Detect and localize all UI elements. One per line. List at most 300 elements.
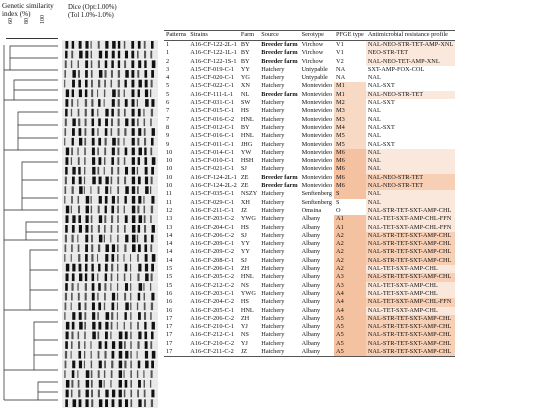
pattern-cell: 17 — [166, 323, 173, 331]
farm-cell: YW — [240, 148, 252, 156]
source-cell: Hatchery — [261, 65, 285, 73]
gel-band — [138, 128, 141, 136]
source-cell: Breeder farm — [261, 49, 298, 57]
serotype-cell: Virchow — [301, 57, 324, 65]
gel-band — [151, 399, 153, 407]
gel-band — [132, 118, 135, 126]
gel-band — [64, 128, 66, 136]
farm-cell: ZH — [240, 314, 250, 322]
pfge-cell: A3 — [334, 273, 366, 281]
serotype-cell: Montevideo — [301, 165, 333, 173]
gel-band — [98, 225, 100, 233]
farm-cell: YY — [240, 240, 250, 248]
gel-band — [99, 70, 103, 78]
table-row — [164, 174, 455, 182]
farm-cell: SW — [240, 99, 251, 107]
gel-band — [117, 167, 119, 175]
gel-band — [99, 196, 102, 204]
table-row — [164, 224, 455, 232]
gel-band — [111, 215, 113, 223]
gel-lane — [62, 70, 158, 79]
amr-cell: NAL-STR-TET-SXT-AMP-CHL — [366, 348, 455, 357]
gel-band — [65, 235, 67, 243]
table-row — [164, 58, 455, 66]
strain-cell: A15-CF-019-C-1 — [190, 65, 235, 73]
source-cell: Hatchery — [261, 223, 285, 231]
gel-band — [97, 128, 98, 136]
serotype-cell: Montevideo — [301, 157, 333, 165]
gel-band — [137, 186, 139, 194]
gel-band — [125, 399, 128, 407]
gel-band — [137, 254, 139, 262]
pattern-cell: 10 — [166, 148, 173, 156]
gel-band — [150, 380, 151, 388]
gel-lane — [62, 331, 158, 340]
gel-band — [144, 138, 146, 146]
gel-band — [97, 148, 99, 156]
gel-band — [124, 89, 125, 97]
gel-band — [124, 293, 126, 301]
gel-band — [79, 399, 82, 407]
gel-band — [86, 370, 90, 378]
pattern-cell: 14 — [166, 240, 173, 248]
gel-band — [98, 283, 101, 291]
gel-band — [124, 244, 126, 252]
gel-lane — [62, 254, 158, 263]
gel-band — [144, 244, 147, 252]
gel-band — [144, 302, 146, 310]
amr-cell: NEO-STR-TET — [366, 49, 455, 57]
gel-band — [124, 273, 126, 281]
gel-band — [79, 89, 82, 97]
gel-band — [105, 244, 108, 252]
gel-band — [151, 370, 153, 378]
gel-band — [71, 332, 73, 340]
farm-cell: JHG — [240, 140, 253, 148]
gel-band — [117, 254, 118, 262]
strain-cell: A16-CF-211-C-1 — [190, 206, 234, 214]
gel-band — [65, 167, 67, 175]
gel-band — [98, 370, 100, 378]
source-cell: Hatchery — [261, 339, 285, 347]
gel-band — [78, 380, 80, 388]
gel-band — [85, 273, 87, 281]
gel-band — [150, 89, 151, 97]
gel-lane — [62, 79, 158, 88]
gel-band — [85, 51, 88, 59]
gel-band — [124, 390, 126, 398]
pfge-cell: A4 — [334, 298, 366, 306]
pfge-cell: M6 — [334, 182, 366, 190]
gel-band — [119, 361, 122, 369]
gel-band — [138, 380, 141, 388]
gel-band — [132, 225, 136, 233]
gel-band — [145, 177, 148, 185]
gel-band — [143, 196, 144, 204]
gel-band — [144, 235, 146, 243]
amr-cell: NAL — [367, 115, 381, 123]
gel-band — [106, 312, 110, 320]
gel-band — [105, 322, 108, 330]
gel-band — [104, 235, 105, 243]
gel-band — [92, 148, 95, 156]
col-patterns: Patterns — [164, 31, 188, 41]
gel-band — [65, 41, 68, 49]
pfge-cell: M5 — [334, 141, 366, 149]
col-source: Source — [259, 31, 299, 41]
gel-band — [92, 312, 95, 320]
source-cell: Hatchery — [261, 115, 285, 123]
strain-cell: A16-CF-205-C-1 — [190, 306, 235, 314]
gel-band — [91, 254, 93, 262]
gel-band — [84, 148, 86, 156]
gel-band — [152, 128, 155, 136]
pfge-cell: V1 — [334, 41, 366, 50]
gel-band — [124, 341, 126, 349]
gel-band — [144, 118, 145, 126]
serotype-cell: Senftenberg — [301, 190, 332, 198]
strain-cell: A16-CF-212-C-2 — [190, 281, 235, 289]
pattern-cell: 17 — [166, 339, 173, 347]
gel-band — [104, 380, 105, 388]
strain-cell: A15-CF-029-C-1 — [190, 198, 235, 206]
gel-band — [86, 196, 89, 204]
pfge-cell: M3 — [334, 107, 366, 115]
gel-band — [111, 322, 113, 330]
gel-band — [138, 157, 140, 165]
table-row — [164, 41, 455, 50]
source-cell: Hatchery — [259, 348, 299, 357]
table-row — [164, 282, 455, 290]
gel-band — [84, 312, 86, 320]
pfge-cell: A2 — [334, 248, 366, 256]
gel-band — [64, 196, 65, 204]
gel-band — [105, 41, 108, 49]
gel-band — [150, 244, 152, 252]
gel-band — [152, 157, 156, 165]
gel-band — [73, 399, 77, 407]
serotype-cell: Albany — [301, 339, 321, 347]
gel-band — [84, 322, 86, 330]
gel-band — [132, 186, 135, 194]
gel-band — [151, 70, 154, 78]
farm-cell: HNL — [240, 306, 254, 314]
gel-band — [143, 370, 144, 378]
gel-band — [77, 99, 78, 107]
gel-band — [64, 186, 66, 194]
source-cell: Hatchery — [261, 74, 285, 82]
gel-band — [105, 109, 108, 117]
gel-band — [84, 361, 85, 369]
gel-band — [92, 157, 95, 165]
amr-cell: NAL — [366, 149, 455, 157]
amr-cell: NAL-STR-TET-SXT-AMP-CHL — [366, 273, 455, 281]
gel-band — [143, 283, 144, 291]
gel-lane — [62, 389, 158, 398]
serotype-cell: Albany — [301, 265, 321, 273]
strain-cell: A15-CF-016-C-1 — [190, 132, 235, 140]
gel-band — [110, 380, 111, 388]
gel-band — [79, 177, 82, 185]
gel-band — [132, 196, 135, 204]
gel-band — [130, 341, 131, 349]
gel-band — [85, 99, 87, 107]
gel-band — [99, 399, 102, 407]
gel-band — [72, 186, 74, 194]
gel-band — [78, 302, 80, 310]
table-row — [164, 149, 455, 157]
gel-band — [71, 60, 72, 68]
pattern-cell: 1 — [166, 41, 170, 48]
gel-band — [117, 225, 119, 233]
gel-band — [91, 206, 92, 214]
gel-band — [130, 390, 132, 398]
gel-band — [105, 399, 108, 407]
gel-band — [145, 254, 148, 262]
gel-band — [145, 341, 148, 349]
gel-band — [66, 89, 69, 97]
gel-band — [110, 235, 111, 243]
gel-band — [71, 109, 72, 117]
pattern-cell: 7 — [166, 107, 170, 115]
gel-band — [117, 283, 118, 291]
gel-band — [132, 128, 135, 136]
pfge-cell: M6 — [334, 157, 366, 165]
gel-band — [71, 283, 73, 291]
strain-cell: A15-CF-016-C-2 — [190, 115, 235, 123]
farm-cell: HS — [240, 223, 249, 231]
gel-band — [151, 293, 154, 301]
gel-band — [91, 215, 93, 223]
gel-lane — [62, 399, 158, 408]
gel-band — [130, 322, 131, 330]
serotype-cell: Albany — [301, 248, 321, 256]
gel-band — [97, 254, 98, 262]
gel-band — [138, 109, 141, 117]
gel-band — [112, 148, 115, 156]
gel-band — [72, 361, 75, 369]
strain-cell: A15-CF-020-C-1 — [190, 74, 235, 82]
amr-cell: SXT-AMP-FOX-COL — [367, 65, 425, 73]
gel-band — [125, 235, 128, 243]
gel-band — [71, 148, 73, 156]
gel-band — [118, 51, 120, 59]
gel-band — [104, 157, 105, 165]
gel-lane — [62, 244, 158, 253]
gel-band — [78, 254, 80, 262]
gel-band — [132, 177, 135, 185]
table-row — [164, 91, 455, 99]
gel-band — [150, 118, 152, 126]
gel-band — [124, 41, 126, 49]
pfge-cell: M2 — [334, 99, 366, 107]
gel-band — [98, 80, 100, 88]
serotype-cell: Albany — [301, 298, 321, 306]
pfge-cell: S — [334, 190, 366, 198]
gel-lane — [62, 89, 158, 98]
source-cell: Hatchery — [261, 215, 285, 223]
pattern-cell: 10 — [166, 157, 173, 165]
strain-cell: A15-CF-021-C-1 — [190, 165, 235, 173]
gel-band — [91, 244, 93, 252]
gel-band — [132, 109, 135, 117]
pfge-cell: M6 — [334, 149, 366, 157]
amr-cell: NAL-STR-TET-SXT-AMP-CHL — [366, 323, 455, 331]
gel-band — [137, 99, 138, 107]
amr-cell: NAL-STR-TET-SXT-AMP-CHL — [366, 340, 455, 348]
gel-lane — [62, 263, 158, 272]
gel-band — [97, 273, 98, 281]
gel-band — [110, 283, 111, 291]
source-cell: Breeder farm — [261, 173, 298, 181]
gel-band — [138, 361, 140, 369]
source-cell: Breeder farm — [261, 41, 298, 48]
amr-cell: NAL — [366, 190, 455, 198]
gel-band — [85, 283, 87, 291]
gel-lane — [62, 166, 158, 175]
gel-band — [144, 380, 145, 388]
pfge-cell: S — [334, 199, 366, 207]
gel-band — [72, 128, 75, 136]
source-cell: Hatchery — [261, 190, 285, 198]
gel-band — [131, 60, 134, 68]
gel-band — [151, 80, 153, 88]
table-row — [164, 240, 455, 248]
gel-lane — [62, 41, 158, 50]
gel-band — [85, 293, 87, 301]
gel-band — [125, 351, 128, 359]
gel-band — [78, 109, 80, 117]
gel-band — [85, 60, 88, 68]
gel-band — [104, 215, 106, 223]
gel-band — [104, 283, 106, 291]
amr-cell: NAL-NEO-STR-TET — [366, 182, 455, 190]
gel-band — [111, 60, 113, 68]
pfge-cell: M4 — [334, 124, 366, 132]
gel-band — [97, 293, 98, 301]
table-row — [164, 199, 455, 207]
gel-band — [71, 99, 73, 107]
gel-band — [125, 283, 128, 291]
gel-band — [125, 186, 128, 194]
farm-cell: BY — [240, 57, 250, 65]
gel-band — [151, 302, 153, 310]
gel-band — [79, 264, 82, 272]
gel-band — [138, 399, 141, 407]
gel-band — [117, 273, 118, 281]
gel-band — [119, 351, 122, 359]
serotype-cell: Virchow — [301, 41, 324, 48]
gel-band — [91, 51, 92, 59]
serotype-cell: Senftenberg — [301, 198, 332, 206]
gel-band — [98, 157, 101, 165]
pfge-cell: M3 — [334, 116, 366, 124]
table-row — [164, 116, 455, 124]
pfge-cell: NA — [334, 66, 366, 74]
strain-cell: A16-CF-210-C-1 — [190, 323, 235, 331]
gel-band — [144, 225, 146, 233]
gel-band — [104, 302, 105, 310]
gel-band — [65, 51, 67, 59]
gel-band — [138, 312, 141, 320]
gel-band — [72, 322, 75, 330]
gel-band — [111, 128, 113, 136]
serotype-cell: Albany — [301, 231, 321, 239]
gel-band — [117, 196, 119, 204]
gel-band — [91, 235, 93, 243]
gel-band — [86, 390, 89, 398]
strain-cell: A16-CF-124-2L-2 — [190, 182, 237, 190]
serotype-cell: Untypable — [301, 65, 328, 73]
farm-cell: BY — [240, 49, 250, 57]
gel-band — [72, 225, 75, 233]
gel-band — [125, 215, 128, 223]
gel-band — [145, 167, 148, 175]
gel-band — [124, 80, 126, 88]
gel-band — [66, 264, 69, 272]
gel-band — [98, 322, 101, 330]
pfge-cell: A5 — [334, 315, 366, 323]
pfge-cell: A2 — [334, 265, 366, 273]
gel-band — [105, 118, 108, 126]
gel-band — [85, 80, 88, 88]
gel-band — [72, 89, 74, 97]
farm-cell: JZ — [239, 348, 259, 357]
gel-band — [98, 244, 100, 252]
gel-band — [79, 322, 83, 330]
gel-band — [138, 60, 141, 68]
gel-band — [98, 138, 101, 146]
gel-band — [125, 118, 128, 126]
serotype-cell: Montevideo — [301, 115, 333, 123]
pfge-cell: A4 — [334, 290, 366, 298]
gel-band — [71, 206, 72, 214]
gel-band — [98, 186, 100, 194]
strain-cell: A16-CF-210-C-2 — [190, 339, 235, 347]
gel-band — [132, 244, 136, 252]
gel-band — [65, 283, 68, 291]
table-row — [164, 340, 455, 348]
gel-band — [91, 60, 92, 68]
gel-band — [138, 225, 140, 233]
gel-band — [138, 89, 140, 97]
source-cell: Hatchery — [261, 331, 285, 339]
gel-band — [72, 138, 74, 146]
source-cell: Hatchery — [261, 107, 285, 115]
table-row — [164, 265, 455, 273]
gel-band — [151, 390, 154, 398]
amr-cell: NAL-STR-TET-SXT-AMP-CHL — [366, 248, 455, 256]
gel-band — [112, 138, 116, 146]
pattern-cell: 4 — [166, 74, 170, 82]
gel-band — [71, 302, 72, 310]
gel-band — [151, 235, 154, 243]
gel-band — [64, 80, 65, 88]
farm-cell: SJ — [240, 231, 247, 239]
gel-band — [118, 41, 120, 49]
gel-band — [78, 70, 80, 78]
serotype-cell: Albany — [301, 314, 321, 322]
gel-band — [85, 399, 88, 407]
gel-band — [111, 177, 113, 185]
gel-band — [78, 167, 80, 175]
gel-band — [124, 196, 126, 204]
farm-cell: BY — [240, 123, 250, 131]
farm-cell: SJ — [240, 165, 247, 173]
gel-band — [85, 109, 87, 117]
strain-cell: A16-CF-206-C-2 — [190, 231, 235, 239]
gel-band — [78, 196, 79, 204]
